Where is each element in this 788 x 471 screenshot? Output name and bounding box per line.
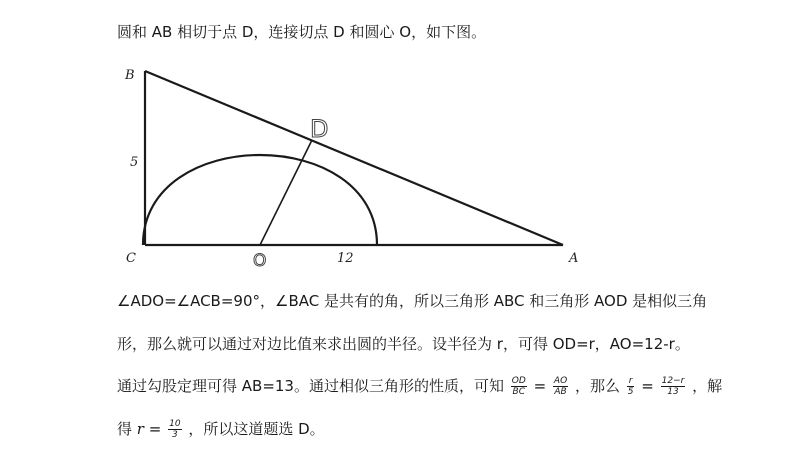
fraction-12-minus-r-13 <box>661 376 686 397</box>
fraction-denominator: BC <box>512 387 525 397</box>
label-c: C <box>126 251 136 266</box>
fraction-denominator: AB <box>554 387 567 397</box>
fraction-numerator: AO <box>553 376 568 386</box>
label-d: D <box>310 115 329 143</box>
line3-text-c: ，解 <box>692 377 723 395</box>
equals-sign: = <box>148 420 162 438</box>
fraction-od-bc <box>511 376 527 397</box>
fraction-numerator: OD <box>511 376 526 386</box>
label-b: B <box>125 68 135 83</box>
label-o: O <box>253 251 267 271</box>
fraction-numerator: 10 <box>169 419 181 429</box>
fraction-r-5 <box>627 376 635 397</box>
line4-text-a: 得 <box>117 420 133 438</box>
equals-sign: = <box>641 377 654 395</box>
line3-text-a: 通过勾股定理可得 AB=13。通过相似三角形的性质，可知 <box>117 377 504 395</box>
intro-text: 圆和 AB 相切于点 D，连接切点 D 和圆心 O，如下图。 <box>117 23 487 41</box>
paragraph-line-1: ∠ADO=∠ACB=90°，∠BAC 是共有的角，所以三角形 ABC 和三角形 AOD 是相似三角 <box>117 292 708 310</box>
fraction-10-3 <box>168 419 181 440</box>
fraction-numerator: 12−r <box>661 376 685 386</box>
paragraph-line-3 <box>117 376 722 397</box>
semicircle <box>143 155 377 245</box>
equals-sign: = <box>533 377 547 395</box>
variable-r: r <box>136 420 144 438</box>
label-a: A <box>569 251 579 266</box>
paragraph-line-2: 形，那么就可以通过对边比值来求出圆的半径。设半径为 r，可得 OD=r，AO=12-r。 <box>117 335 690 353</box>
line4-text-b: ，所以这道题选 D。 <box>188 420 325 438</box>
paragraph-line-4 <box>117 419 325 440</box>
fraction-denominator: 3 <box>171 430 178 440</box>
fraction-denominator: 5 <box>627 387 634 397</box>
fraction-ao-ab <box>553 376 568 397</box>
line3-text-b: ，那么 <box>574 377 620 395</box>
side-ab <box>145 71 563 245</box>
fraction-denominator: 13 <box>667 387 679 397</box>
label-bc-length: 5 <box>130 155 139 170</box>
label-ca-length: 12 <box>337 251 354 266</box>
fraction-numerator: r <box>627 376 635 387</box>
